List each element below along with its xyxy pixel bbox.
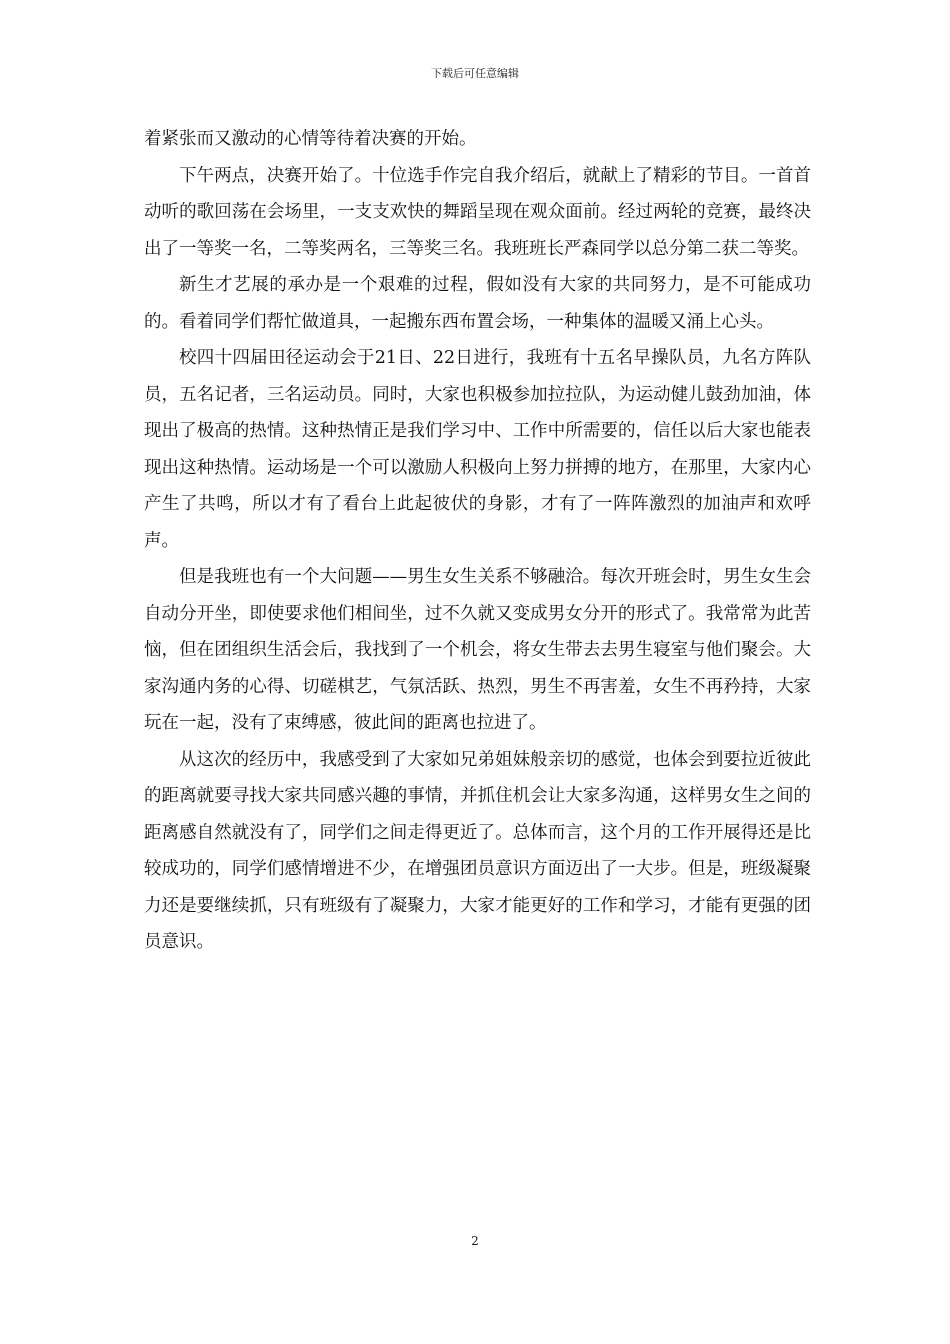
page-number: 2	[471, 1234, 479, 1248]
page-header: 下载后可任意编辑	[431, 67, 519, 80]
paragraph-5: 但是我班也有一个大问题——男生女生关系不够融洽。每次开班会时，男生女生会自动分开坐，即使要求他们相间坐，过不久就又变成男女分开的形式了。我常常为此苦恼，但在团组织生活会后，我找到了一个机会，将女生带去去男生寝室与他们聚会。大家沟通内务的心得、切磋棋艺，气氛活跃、热烈，男生不再害羞，女生不再矜持，大家玩在一起，没有了束缚感，彼此间的距离也拉进了。	[144, 567, 811, 733]
document-body	[144, 121, 811, 961]
paragraph-2: 下午两点，决赛开始了。十位选手作完自我介绍后，就献上了精彩的节目。一首首动听的歌回荡在会场里，一支支欢快的舞蹈呈现在观众面前。经过两轮的竞赛，最终决出了一等奖一名，二等奖两名，三等奖三名。我班班长严森同学以总分第二获二等奖。	[144, 165, 811, 259]
paragraph-6: 从这次的经历中，我感受到了大家如兄弟姐妹般亲切的感觉，也体会到要拉近彼此的距离就要寻找大家共同感兴趣的事情，并抓住机会让大家多沟通，这样男女生之间的距离感自然就没有了，同学们之间走得更近了。总体而言，这个月的工作开展得还是比较成功的，同学们感情增进不少，在增强团员意识方面迈出了一大步。但是，班级凝聚力还是要继续抓，只有班级有了凝聚力，大家才能更好的工作和学习，才能有更强的团员意识。	[144, 749, 811, 952]
paragraph-3: 新生才艺展的承办是一个艰难的过程，假如没有大家的共同努力，是不可能成功的。看着同学们帮忙做道具，一起搬东西布置会场，一种集体的温暖又涌上心头。	[144, 275, 811, 332]
paragraph-1: 着紧张而又激动的心情等待着决赛的开始。	[144, 129, 477, 149]
paragraph-4: 校四十四届田径运动会于21日、22日进行，我班有十五名早操队员，九名方阵队员，五名记者，三名运动员。同时，大家也积极参加拉拉队，为运动健儿鼓劲加油，体现出了极高的热情。这种热情正是我们学习中、工作中所需要的，信任以后大家也能表现出这种热情。运动场是一个可以激励人积极向上努力拼搏的地方，在那里，大家内心产生了共鸣，所以才有了看台上此起彼伏的身影，才有了一阵阵激烈的加油声和欢呼声。	[144, 348, 811, 551]
